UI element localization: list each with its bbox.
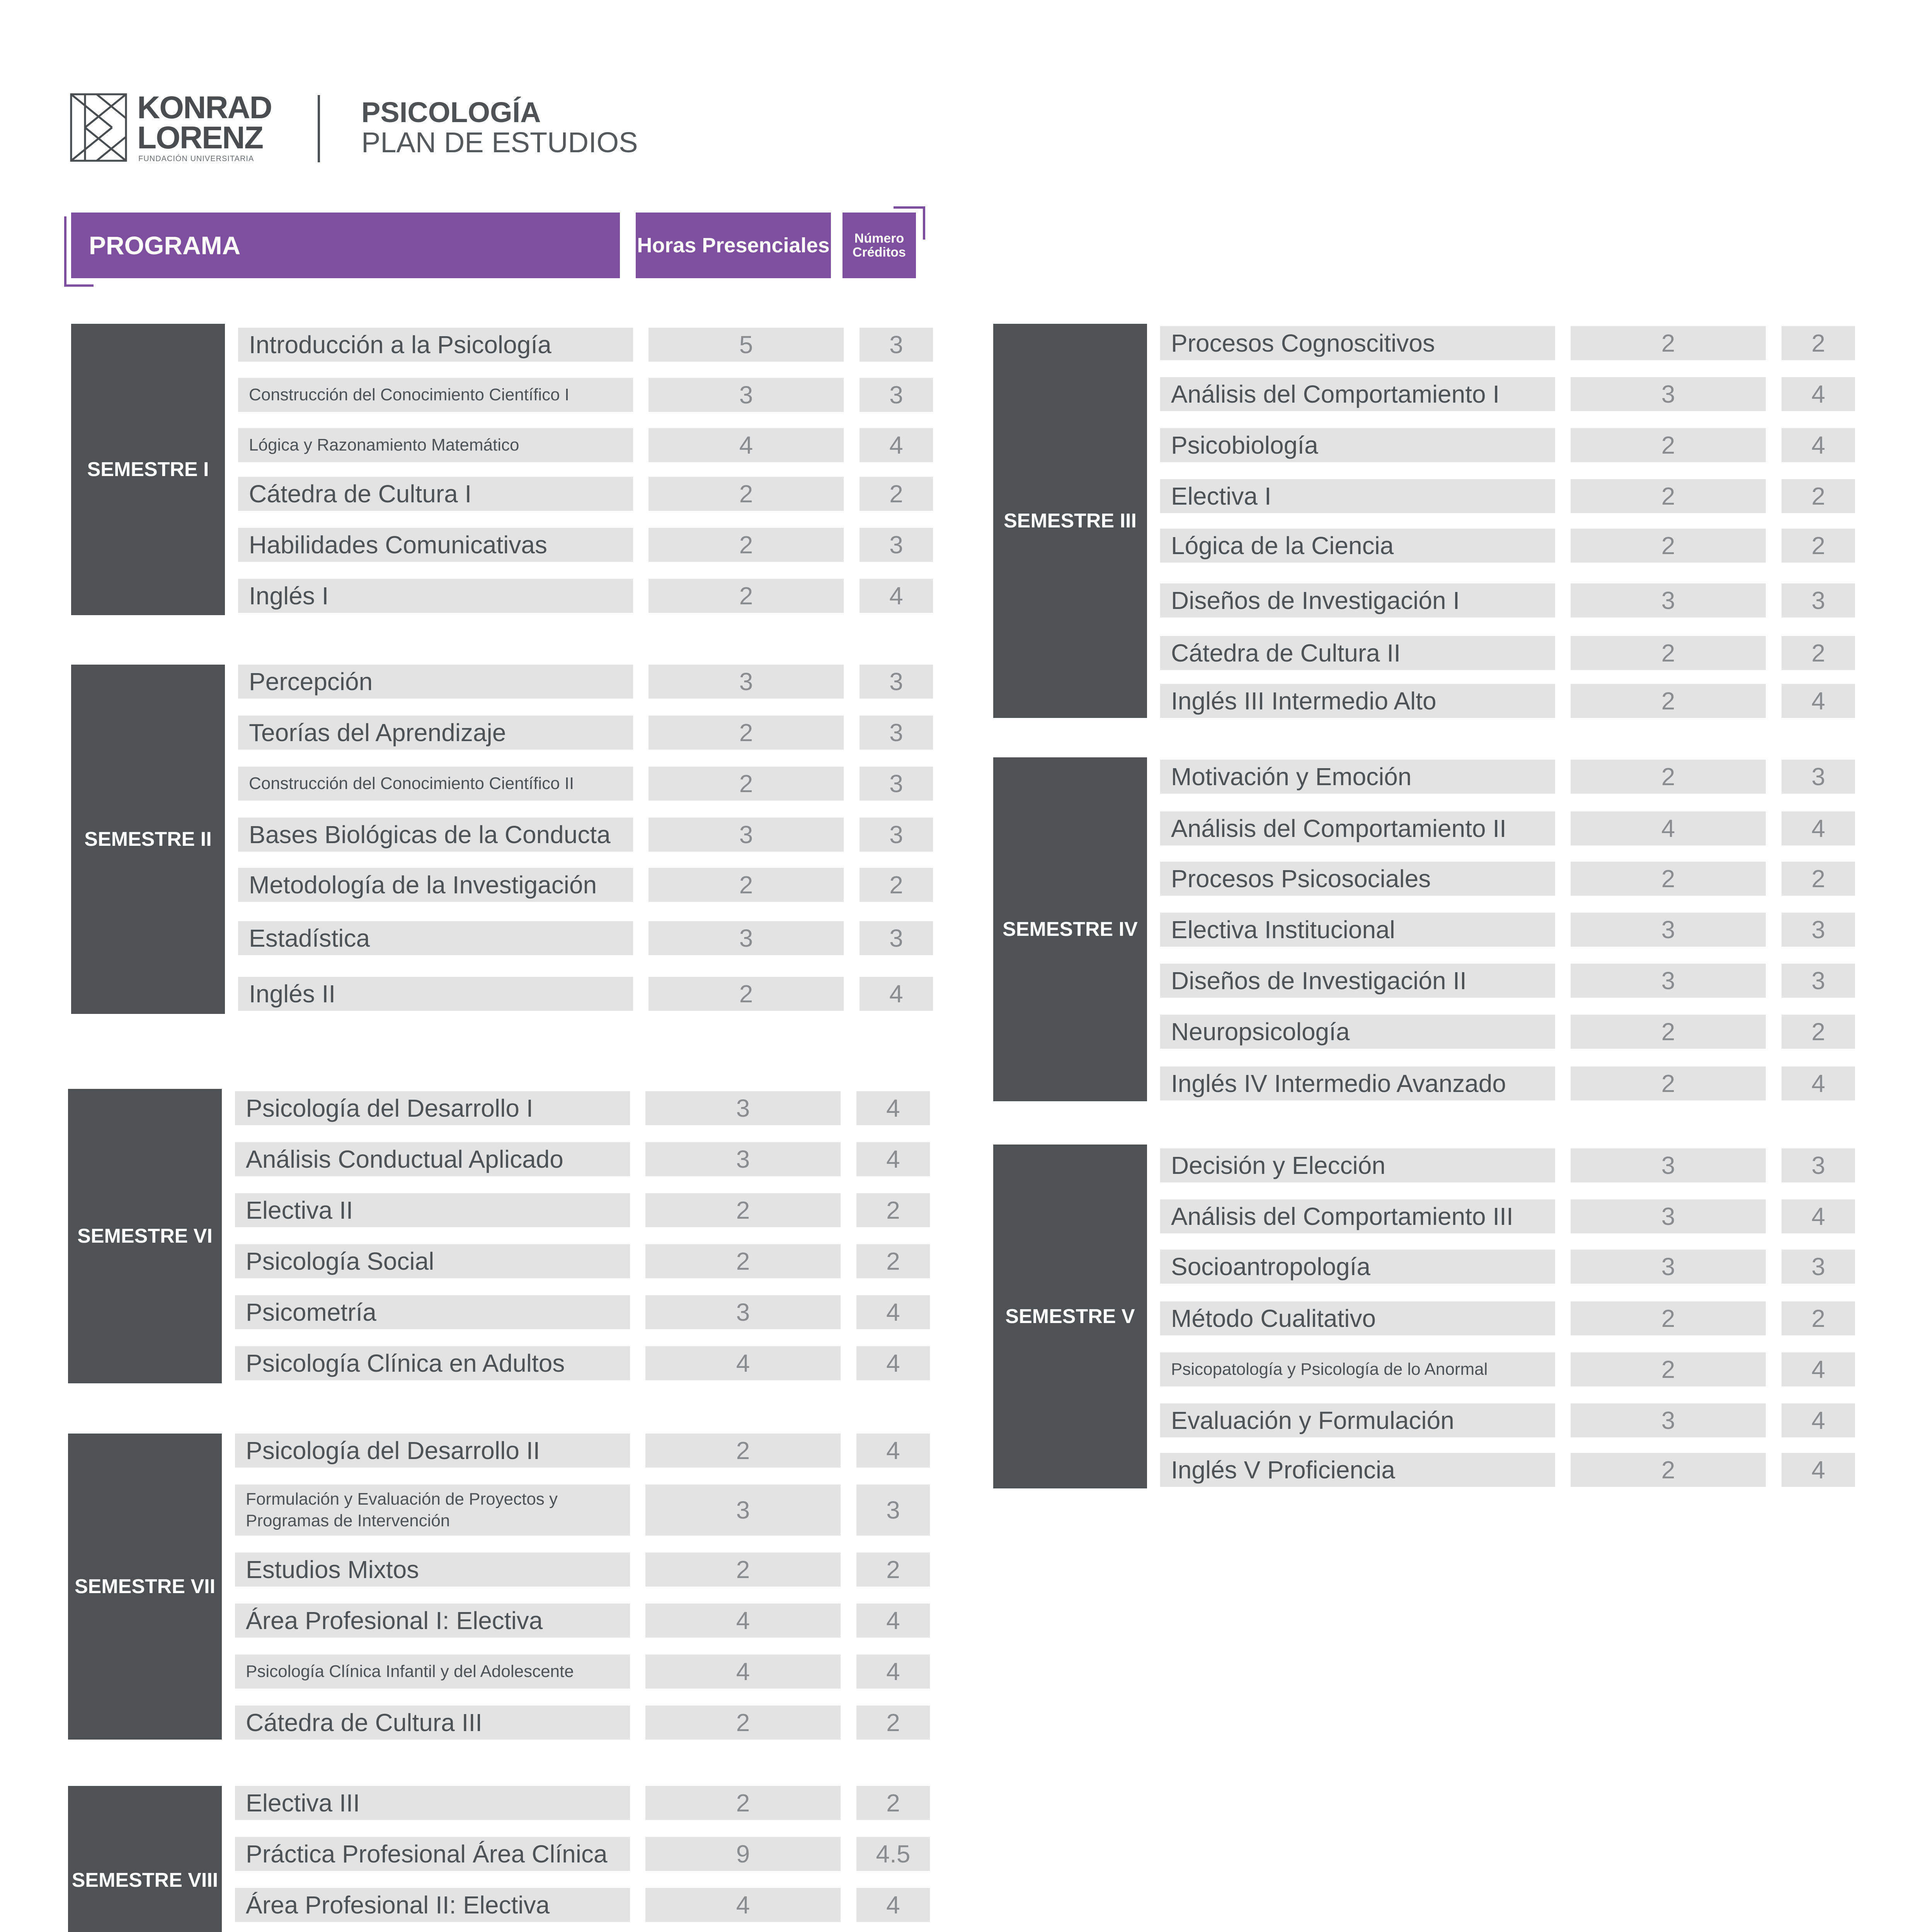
course-horas: 3 xyxy=(1571,583,1766,617)
course-row xyxy=(68,1295,913,1329)
course-horas: 2 xyxy=(648,477,844,511)
course-row xyxy=(71,378,916,412)
course-name: Cátedra de Cultura II xyxy=(1160,636,1555,670)
semester-block-2 xyxy=(71,665,916,1014)
course-name: Introducción a la Psicología xyxy=(238,328,633,362)
semester-block-7 xyxy=(68,1434,913,1740)
logo-line1: KONRAD xyxy=(137,90,272,125)
course-row xyxy=(71,767,916,801)
course-horas: 2 xyxy=(648,579,844,613)
course-name: Electiva II xyxy=(235,1193,630,1227)
course-horas: 2 xyxy=(1571,1453,1766,1487)
course-row xyxy=(993,1301,1838,1335)
logo-k-icon xyxy=(70,93,128,162)
course-row xyxy=(68,1142,913,1176)
course-row xyxy=(71,921,916,955)
course-name: Habilidades Comunicativas xyxy=(238,528,633,562)
course-creditos: 4 xyxy=(856,1295,930,1329)
course-row xyxy=(993,1148,1838,1182)
course-creditos: 2 xyxy=(1782,1015,1855,1049)
page-title: PSICOLOGÍA xyxy=(361,96,541,128)
course-row xyxy=(68,1434,913,1468)
course-name: Teorías del Aprendizaje xyxy=(238,716,633,750)
course-creditos: 3 xyxy=(1782,964,1855,998)
course-horas: 4 xyxy=(648,428,844,462)
course-row xyxy=(993,1066,1838,1100)
course-horas: 2 xyxy=(648,767,844,801)
course-horas: 2 xyxy=(645,1706,841,1740)
course-horas: 3 xyxy=(1571,1148,1766,1182)
course-creditos: 4 xyxy=(856,1888,930,1922)
course-horas: 2 xyxy=(648,528,844,562)
course-horas: 2 xyxy=(1571,428,1766,462)
course-name: Análisis del Comportamiento III xyxy=(1160,1199,1555,1233)
course-creditos: 2 xyxy=(1782,326,1855,360)
course-creditos: 3 xyxy=(859,921,933,955)
course-row xyxy=(71,868,916,902)
course-horas: 2 xyxy=(645,1553,841,1587)
course-horas: 3 xyxy=(645,1295,841,1329)
course-row xyxy=(993,760,1838,794)
course-horas: 2 xyxy=(648,977,844,1011)
course-row xyxy=(71,528,916,562)
course-creditos: 2 xyxy=(1782,636,1855,670)
course-creditos: 4 xyxy=(856,1655,930,1689)
course-creditos: 3 xyxy=(856,1485,930,1536)
course-creditos: 4 xyxy=(1782,811,1855,845)
course-name: Inglés III Intermedio Alto xyxy=(1160,684,1555,718)
course-name: Neuropsicología xyxy=(1160,1015,1555,1049)
course-name: Electiva I xyxy=(1160,479,1555,513)
course-horas: 2 xyxy=(1571,326,1766,360)
creditos-line2: Créditos xyxy=(853,245,906,260)
semester-block-4 xyxy=(993,757,1838,1101)
course-horas: 3 xyxy=(645,1091,841,1125)
course-creditos: 3 xyxy=(859,378,933,412)
course-horas: 2 xyxy=(648,868,844,902)
course-creditos: 4 xyxy=(1782,428,1855,462)
course-row xyxy=(993,377,1838,411)
course-row xyxy=(993,862,1838,896)
course-row xyxy=(993,583,1838,617)
course-creditos: 3 xyxy=(1782,760,1855,794)
course-row xyxy=(993,428,1838,462)
course-creditos: 2 xyxy=(856,1706,930,1740)
course-horas: 2 xyxy=(1571,636,1766,670)
course-creditos: 4 xyxy=(1782,377,1855,411)
course-row xyxy=(993,811,1838,845)
course-creditos: 3 xyxy=(859,328,933,362)
course-creditos: 2 xyxy=(1782,1301,1855,1335)
column-header-programa: PROGRAMA xyxy=(71,213,620,278)
course-row xyxy=(993,1250,1838,1284)
course-name: Inglés V Proficiencia xyxy=(1160,1453,1555,1487)
course-horas: 2 xyxy=(1571,1301,1766,1335)
column-header-horas: Horas Presenciales xyxy=(636,213,831,278)
course-creditos: 4 xyxy=(859,428,933,462)
course-creditos: 2 xyxy=(1782,479,1855,513)
course-creditos: 2 xyxy=(1782,862,1855,896)
course-row xyxy=(993,964,1838,998)
course-name: Psicología del Desarrollo II xyxy=(235,1434,630,1468)
course-horas: 2 xyxy=(1571,529,1766,563)
course-row xyxy=(993,1352,1838,1386)
semester-label: SEMESTRE III xyxy=(993,324,1147,718)
course-name: Metodología de la Investigación xyxy=(238,868,633,902)
course-horas: 2 xyxy=(1571,1066,1766,1100)
course-name: Psicometría xyxy=(235,1295,630,1329)
course-creditos: 4 xyxy=(856,1142,930,1176)
semester-label: SEMESTRE II xyxy=(71,665,225,1014)
course-creditos: 2 xyxy=(856,1244,930,1278)
course-name: Inglés I xyxy=(238,579,633,613)
course-horas: 2 xyxy=(645,1244,841,1278)
course-horas: 3 xyxy=(645,1485,841,1536)
course-row xyxy=(993,1015,1838,1049)
course-horas: 3 xyxy=(1571,1250,1766,1284)
course-horas: 4 xyxy=(645,1346,841,1380)
course-creditos: 3 xyxy=(859,716,933,750)
course-creditos: 3 xyxy=(1782,583,1855,617)
course-name: Electiva III xyxy=(235,1786,630,1820)
course-row xyxy=(71,818,916,852)
course-row xyxy=(993,684,1838,718)
course-name: Inglés II xyxy=(238,977,633,1011)
course-row xyxy=(71,716,916,750)
course-row xyxy=(71,477,916,511)
semester-label: SEMESTRE I xyxy=(71,324,225,615)
konrad-lorenz-logo xyxy=(70,90,278,170)
semester-block-6 xyxy=(68,1089,913,1383)
course-name: Electiva Institucional xyxy=(1160,913,1555,947)
course-horas: 4 xyxy=(1571,811,1766,845)
course-row xyxy=(68,1604,913,1638)
course-horas: 3 xyxy=(1571,913,1766,947)
course-horas: 3 xyxy=(1571,1199,1766,1233)
course-creditos: 4.5 xyxy=(856,1837,930,1871)
course-row xyxy=(68,1244,913,1278)
course-creditos: 4 xyxy=(1782,1453,1855,1487)
course-name: Psicología Social xyxy=(235,1244,630,1278)
course-row xyxy=(71,328,916,362)
course-name: Método Cualitativo xyxy=(1160,1301,1555,1335)
course-horas: 2 xyxy=(1571,760,1766,794)
course-horas: 2 xyxy=(645,1434,841,1468)
semester-label: SEMESTRE VII xyxy=(68,1434,222,1740)
course-horas: 3 xyxy=(645,1142,841,1176)
course-horas: 3 xyxy=(1571,377,1766,411)
course-creditos: 4 xyxy=(856,1091,930,1125)
course-name: Práctica Profesional Área Clínica xyxy=(235,1837,630,1871)
course-name: Psicología Clínica Infantil y del Adolescente xyxy=(235,1655,630,1689)
course-creditos: 4 xyxy=(856,1434,930,1468)
course-horas: 2 xyxy=(645,1786,841,1820)
course-name: Psicobiología xyxy=(1160,428,1555,462)
course-name: Psicopatología y Psicología de lo Anormal xyxy=(1160,1352,1555,1386)
course-row xyxy=(68,1655,913,1689)
course-creditos: 4 xyxy=(856,1346,930,1380)
course-row xyxy=(993,1403,1838,1437)
course-row xyxy=(71,579,916,613)
course-name: Motivación y Emoción xyxy=(1160,760,1555,794)
course-creditos: 4 xyxy=(1782,684,1855,718)
course-name: Diseños de Investigación I xyxy=(1160,583,1555,617)
course-creditos: 4 xyxy=(859,579,933,613)
course-name: Cátedra de Cultura III xyxy=(235,1706,630,1740)
course-creditos: 3 xyxy=(1782,1250,1855,1284)
course-row xyxy=(68,1091,913,1125)
column-header-creditos xyxy=(842,213,916,278)
course-row xyxy=(71,665,916,699)
course-name: Percepción xyxy=(238,665,633,699)
logo-line2: LORENZ xyxy=(137,120,263,155)
course-name: Decisión y Elección xyxy=(1160,1148,1555,1182)
semester-block-3 xyxy=(993,324,1838,718)
course-name: Cátedra de Cultura I xyxy=(238,477,633,511)
course-row xyxy=(993,1453,1838,1487)
course-creditos: 2 xyxy=(856,1193,930,1227)
course-name: Inglés IV Intermedio Avanzado xyxy=(1160,1066,1555,1100)
course-name: Análisis del Comportamiento II xyxy=(1160,811,1555,845)
course-row xyxy=(993,913,1838,947)
course-row xyxy=(68,1553,913,1587)
course-horas: 3 xyxy=(648,665,844,699)
course-horas: 2 xyxy=(1571,862,1766,896)
course-name: Análisis Conductual Aplicado xyxy=(235,1142,630,1176)
course-row xyxy=(68,1786,913,1820)
course-horas: 4 xyxy=(645,1604,841,1638)
semester-label: SEMESTRE IV xyxy=(993,757,1147,1101)
semester-label: SEMESTRE VIII xyxy=(68,1786,222,1932)
logo-name xyxy=(137,90,272,155)
course-name: Formulación y Evaluación de Proyectos y Programas de Intervención xyxy=(235,1485,630,1536)
course-creditos: 4 xyxy=(1782,1199,1855,1233)
course-row xyxy=(993,479,1838,513)
course-name: Análisis del Comportamiento I xyxy=(1160,377,1555,411)
course-name: Psicología Clínica en Adultos xyxy=(235,1346,630,1380)
course-row xyxy=(993,636,1838,670)
course-name: Construcción del Conocimiento Científico I xyxy=(238,378,633,412)
course-horas: 4 xyxy=(645,1655,841,1689)
course-name: Estadística xyxy=(238,921,633,955)
course-row xyxy=(68,1706,913,1740)
course-name: Diseños de Investigación II xyxy=(1160,964,1555,998)
creditos-line1: Número xyxy=(854,231,904,246)
course-creditos: 2 xyxy=(856,1786,930,1820)
semester-block-5 xyxy=(993,1145,1838,1488)
course-name: Lógica y Razonamiento Matemático xyxy=(238,428,633,462)
course-horas: 3 xyxy=(648,818,844,852)
semester-label: SEMESTRE V xyxy=(993,1145,1147,1488)
course-row xyxy=(68,1346,913,1380)
course-horas: 3 xyxy=(1571,1403,1766,1437)
course-name: Área Profesional II: Electiva xyxy=(235,1888,630,1922)
course-row xyxy=(68,1485,913,1536)
course-horas: 3 xyxy=(648,921,844,955)
course-horas: 2 xyxy=(1571,479,1766,513)
course-name: Procesos Cognoscitivos xyxy=(1160,326,1555,360)
course-horas: 3 xyxy=(1571,964,1766,998)
course-creditos: 2 xyxy=(859,868,933,902)
course-row xyxy=(68,1193,913,1227)
course-creditos: 4 xyxy=(1782,1403,1855,1437)
course-horas: 4 xyxy=(645,1888,841,1922)
page-subtitle: PLAN DE ESTUDIOS xyxy=(361,126,638,158)
course-name: Socioantropología xyxy=(1160,1250,1555,1284)
course-horas: 2 xyxy=(648,716,844,750)
course-row xyxy=(71,977,916,1011)
course-name: Lógica de la Ciencia xyxy=(1160,529,1555,563)
course-row xyxy=(993,1199,1838,1233)
course-horas: 2 xyxy=(645,1193,841,1227)
course-horas: 2 xyxy=(1571,1352,1766,1386)
course-name: Procesos Psicosociales xyxy=(1160,862,1555,896)
course-row xyxy=(993,529,1838,563)
course-row xyxy=(993,326,1838,360)
course-name: Área Profesional I: Electiva xyxy=(235,1604,630,1638)
course-creditos: 3 xyxy=(1782,913,1855,947)
course-horas: 3 xyxy=(648,378,844,412)
course-creditos: 4 xyxy=(856,1604,930,1638)
course-row xyxy=(71,428,916,462)
course-name: Construcción del Conocimiento Científico II xyxy=(238,767,633,801)
semester-block-1 xyxy=(71,324,916,615)
header-divider xyxy=(318,95,320,162)
course-horas: 2 xyxy=(1571,684,1766,718)
course-name: Psicología del Desarrollo I xyxy=(235,1091,630,1125)
course-row xyxy=(68,1837,913,1871)
logo-subtitle: FUNDACIÓN UNIVERSITARIA xyxy=(138,155,254,163)
course-name: Evaluación y Formulación xyxy=(1160,1403,1555,1437)
course-creditos: 3 xyxy=(859,665,933,699)
semester-label: SEMESTRE VI xyxy=(68,1089,222,1383)
course-name: Estudios Mixtos xyxy=(235,1553,630,1587)
course-creditos: 3 xyxy=(859,767,933,801)
course-creditos: 4 xyxy=(1782,1352,1855,1386)
course-creditos: 4 xyxy=(859,977,933,1011)
course-name: Bases Biológicas de la Conducta xyxy=(238,818,633,852)
course-horas: 2 xyxy=(1571,1015,1766,1049)
course-creditos: 3 xyxy=(859,818,933,852)
course-horas: 5 xyxy=(648,328,844,362)
course-row xyxy=(68,1888,913,1922)
course-creditos: 2 xyxy=(856,1553,930,1587)
course-horas: 9 xyxy=(645,1837,841,1871)
course-creditos: 4 xyxy=(1782,1066,1855,1100)
course-creditos: 2 xyxy=(1782,529,1855,563)
course-creditos: 2 xyxy=(859,477,933,511)
course-creditos: 3 xyxy=(1782,1148,1855,1182)
course-creditos: 3 xyxy=(859,528,933,562)
semester-block-8 xyxy=(68,1786,913,1932)
